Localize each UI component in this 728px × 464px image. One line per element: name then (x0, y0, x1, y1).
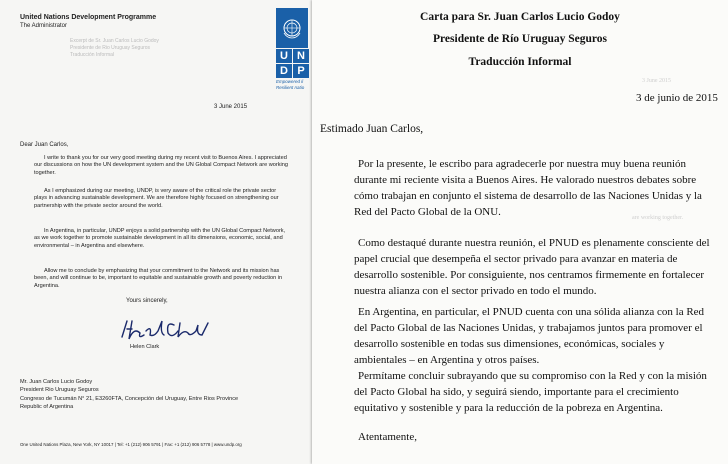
translation-note: Traducción Informal (468, 56, 572, 68)
undp-letters (276, 49, 308, 78)
body-paragraph: Como destaqué durante nuestra reunión, el PNUD es plenamente consciente del papel crucial que desempeña el sector privado para avanzar en materia de desarrollo sostenible. Por consiguiente, nos centramos firmemente en fortalecer nuestra alianza con el sector privado en todo el mundo. (354, 237, 710, 297)
un-emblem-icon (276, 8, 308, 48)
ghost-line: Presidente de Rio Uruguay Seguros (70, 45, 151, 51)
closing: Yours sincerely, (126, 298, 168, 304)
show-through-date: 3 June 2015 (642, 78, 671, 84)
body-paragraph: Por la presente, le escribo para agradecerle por nuestra muy buena reunión durante mi reciente visita a Buenos Aires. He valorado nuestros debates sobre cómo trabajan en conjunto el sistema de desarrollo de las Naciones Unidas y la Red del Pacto Global de la ONU. (354, 158, 702, 218)
body-paragraph: Permítame concluir subrayando que su compromiso con la Red y con la misión del Pacto Global ha sido, y seguirá siendo, importante para el crecimiento equitativo y sostenible y para la reducción de la pobreza en Argentina. (354, 370, 707, 414)
body-paragraph: In Argentina, in particular, UNDP enjoys a solid partnership with the UN Global Compact Network, as we work together to promote sustainable development in all its dimensions, economic, social, and environmental – in Argentina and elsewhere. (34, 228, 286, 249)
body-paragraph: En Argentina, en particular, el PNUD cuenta con una sólida alianza con la Red del Pacto Global de las Naciones Unidas, y trabajamos juntos para promover el desarrollo sostenible en todas sus dimensiones, económicas, sociales y ambientales – en Argentina y otros países. (354, 306, 705, 366)
ghost-line: Excerpt de Sr. Juan Carlos Lucio Godoy (70, 38, 159, 44)
org-name: United Nations Development Programme (20, 14, 157, 21)
address-line: Congreso de Tucumán N° 21, E3260FTA, Concepción del Uruguay, Entre Rios Province (20, 395, 239, 402)
body-paragraph: As I emphasized during our meeting, UNDP, is very aware of the critical role the private sector plays in advancing sustainable development. We are therefore highly focused on strengthening our partnership with the private sector around the world. (34, 188, 279, 209)
body-paragraph: Allow me to conclude by emphasizing that your commitment to the Network and its mission has been, and will continue to be, important to equitable and sustainable growth and poverty reduction in Argentina. (34, 268, 283, 289)
salutation: Estimado Juan Carlos, (320, 123, 424, 135)
logo-letter: N (293, 49, 309, 63)
original-letter-page (0, 0, 314, 464)
letter-footer: One United Nations Plaza, New York, NY 10017 | Tel: +1 (212) 906 5791 | Fax: +1 (212) 906 5778 | www.undp.org (20, 442, 242, 447)
logo-letter: P (293, 64, 309, 78)
letter-date: 3 de junio de 2015 (636, 92, 718, 104)
logo-letter: D (276, 64, 292, 78)
translation-subtitle: Presidente de Río Uruguay Seguros (433, 33, 607, 45)
recipient-address (20, 378, 238, 412)
logo-tagline-1: Empowered li (276, 79, 304, 84)
salutation: Dear Juan Carlos, (20, 142, 69, 148)
address-line: Mr. Juan Carlos Lucio Godoy (20, 379, 93, 385)
undp-logo (276, 8, 308, 90)
show-through-text (70, 38, 159, 59)
address-line: President Rio Uruguay Seguros (20, 387, 99, 394)
logo-tagline-2: Resilient natio (276, 85, 305, 90)
address-line: Republic of Argentina (20, 404, 74, 411)
translation-page (312, 0, 728, 464)
body-paragraph: I write to thank you for our very good meeting during my recent visit to Buenos Aires. I appreciated our discussions on how the UN development system and the UN Global Compact Network are working together. (34, 155, 289, 176)
ghost-line: Traducción Informal (70, 52, 114, 58)
show-through-text: are working together. (632, 215, 684, 221)
closing: Atentamente, (358, 431, 417, 443)
logo-letter: U (276, 49, 292, 63)
letter-date: 3 June 2015 (214, 104, 248, 110)
administrator-title: The Administrator (20, 23, 68, 29)
signature-image (118, 317, 218, 343)
signer-name: Helen Clark (130, 344, 160, 350)
translation-title: Carta para Sr. Juan Carlos Lucio Godoy (420, 11, 620, 23)
